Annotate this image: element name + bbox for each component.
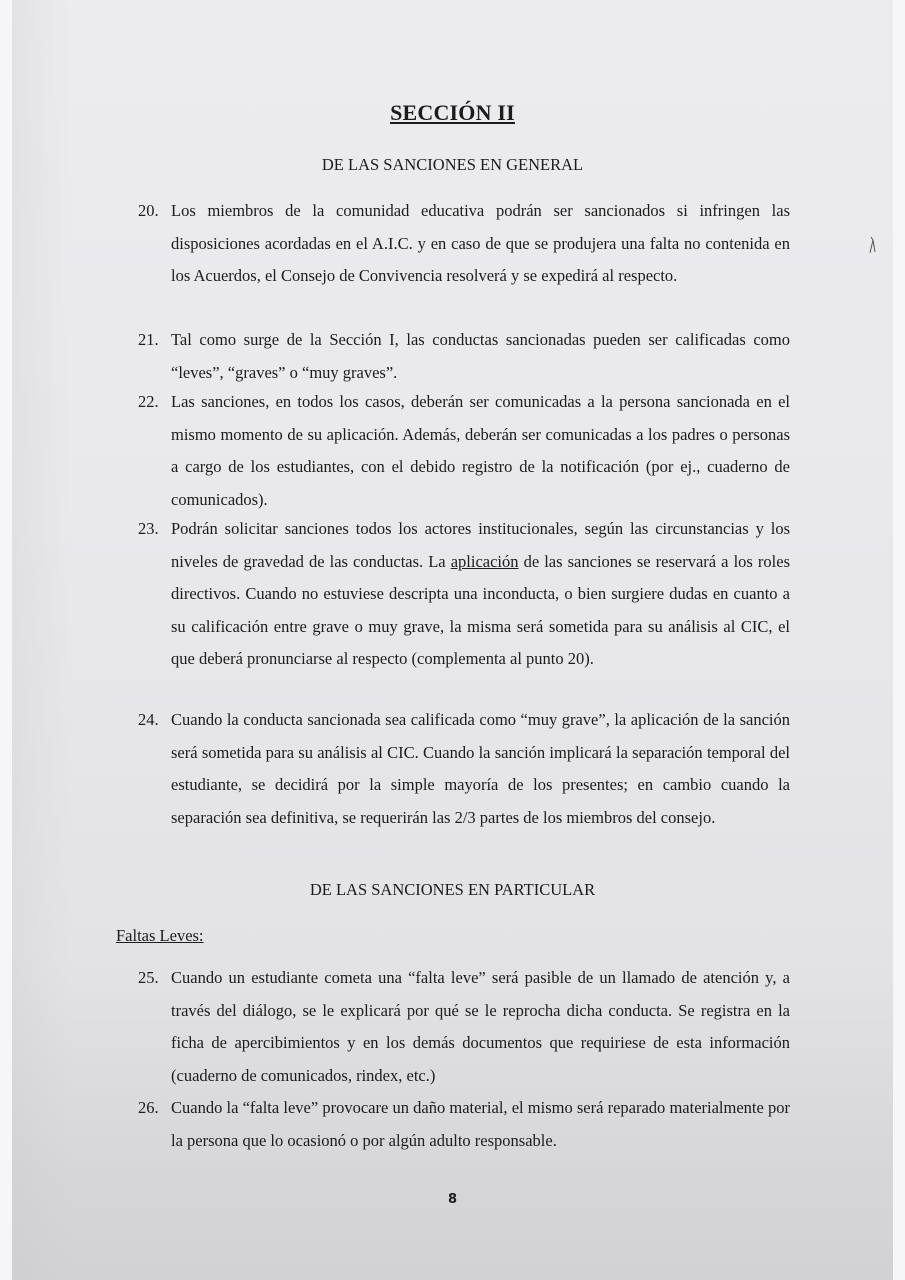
item-text: Cuando un estudiante cometa una “falta leve” será pasible de un llamado de atención y, a través del diálogo, se le explicará por qué se le reprocha dicha conducta. Se registra en la ficha de apercibimientos y en los demás documentos que requiriese de esta información (cuaderno de comunicados, rindex, etc.) — [171, 968, 790, 1085]
item-text-part: de las sanciones se reservará a los roles directivos. Cuando no estuviese descripta una inconducta, o bien surgiere dudas en cuanto a su calificación entre grave o muy grave, la misma será sometida para su análisis al CIC, el que deberá pronunciarse al respecto (complementa al punto 20). — [171, 551, 790, 668]
item-text: Cuando la “falta leve” provocare un daño material, el mismo será reparado materialmente por la persona que lo ocasionó o por algún adulto responsable. — [171, 1098, 790, 1150]
item-text-part: Podrán solicitar sanciones todos los actores institucionales, según las circunstancias y los niveles de gravedad de las conductas. La — [171, 519, 790, 571]
list-item — [138, 1092, 790, 1157]
item-text: Tal como surge de la Sección I, las conductas sancionadas pueden ser calificadas como “leves”, “graves” o “muy graves”. — [171, 330, 790, 382]
item-number: 25. — [138, 968, 159, 987]
section-title: SECCIÓN II — [390, 100, 515, 125]
subheading-general: DE LAS SANCIONES EN GENERAL — [321, 155, 584, 174]
item-number: 23. — [138, 519, 159, 538]
list-item — [138, 962, 790, 1092]
item-text: Los miembros de la comunidad educativa podrán ser sancionados si infringen las disposiciones acordadas en el A.I.C. y en caso de que se produjera una falta no contenida en los Acuerdos, el Consejo de Convivencia resolverá y se expedirá al respecto. — [171, 201, 790, 285]
item-number: 26. — [138, 1098, 159, 1117]
item-number: 24. — [138, 710, 159, 729]
list-item — [138, 195, 790, 293]
item-number: 20. — [138, 201, 159, 220]
faltas-leves-label: Faltas Leves: — [116, 926, 204, 945]
item-text: Las sanciones, en todos los casos, deberán ser comunicadas a la persona sancionada en el mismo momento de su aplicación. Además, deberán ser comunicadas a los padres o personas a cargo de los estudiantes, con el debido registro de la notificación (por ej., cuaderno de comunicados). — [171, 392, 790, 509]
paper-shadow — [12, 0, 72, 1280]
underlined-word: aplicación — [450, 551, 519, 571]
item-text — [171, 513, 790, 676]
page-number: 8 — [447, 1192, 458, 1207]
subheading-particular: DE LAS SANCIONES EN PARTICULAR — [309, 880, 596, 899]
list-item — [138, 513, 790, 676]
item-number: 21. — [138, 330, 159, 349]
item-text: Cuando la conducta sancionada sea calificada como “muy grave”, la aplicación de la sanción será sometida para su análisis al CIC. Cuando la sanción implicará la separación temporal del estudiante, se decidirá por la simple mayoría de los presentes; en cambio cuando la separación sea definitiva, se requerirán las 2/3 partes de los miembros del consejo. — [171, 710, 790, 827]
item-number: 22. — [138, 392, 159, 411]
pen-mark-icon — [868, 236, 878, 254]
list-item — [138, 386, 790, 516]
list-item — [138, 324, 790, 389]
list-item — [138, 704, 790, 834]
